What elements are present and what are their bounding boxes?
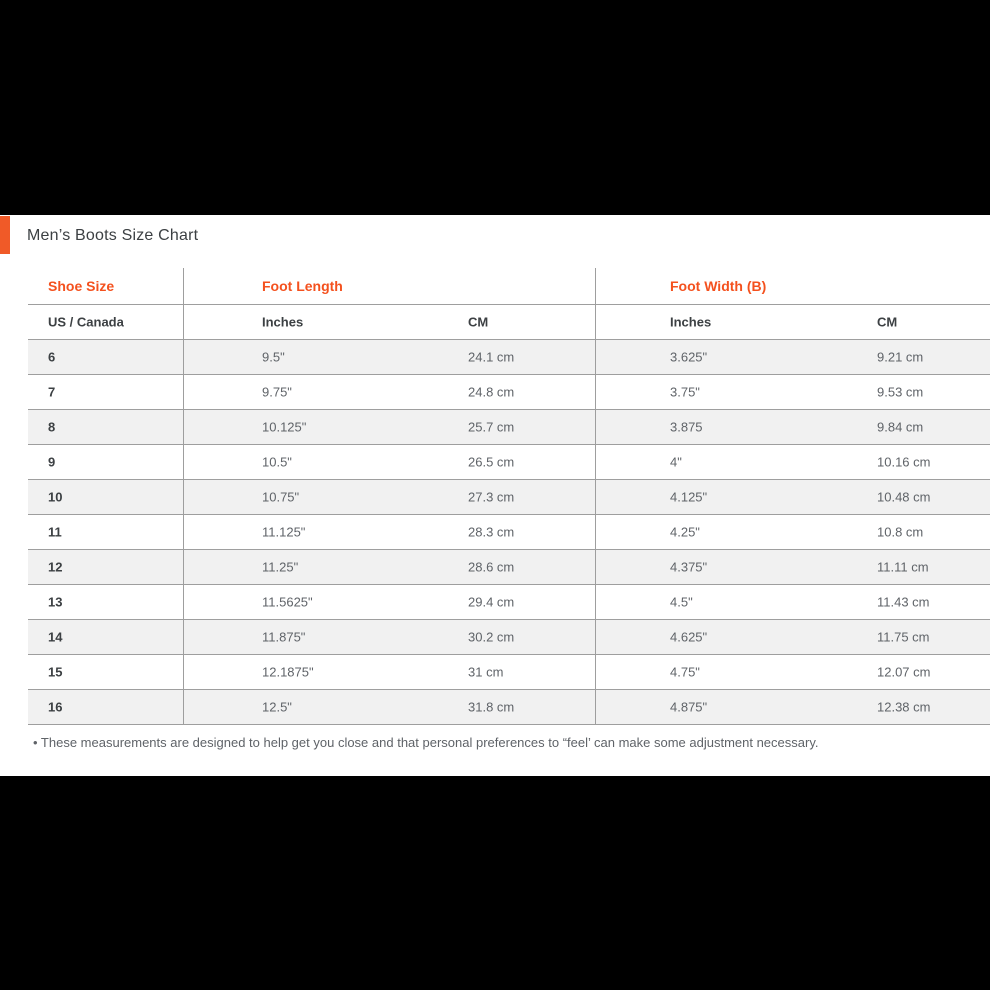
table-cell: 4.125" [670,489,708,505]
table-cell: 11.5625" [262,594,313,610]
table-row [28,375,990,410]
table-row [28,655,990,690]
table-cell: 10.48 cm [877,489,931,505]
size-chart-table [28,268,990,725]
table-cell: 16 [48,699,63,715]
table-cell: 31.8 cm [468,699,515,715]
table-cell: 29.4 cm [468,594,515,610]
table-row [28,480,990,515]
column-header: US / Canada [48,314,124,330]
column-header: CM [877,314,898,330]
table-body [28,340,990,725]
table-cell: 4.375" [670,559,708,575]
table-row [28,410,990,445]
table-cell: 11.125" [262,524,306,540]
column-divider [183,268,184,725]
table-column-header-row [28,305,990,340]
column-header: CM [468,314,489,330]
table-cell: 10.8 cm [877,524,924,540]
table-row [28,585,990,620]
table-row [28,340,990,375]
table-cell: 4.875" [670,699,708,715]
table-row [28,690,990,725]
table-row [28,445,990,480]
table-cell: 30.2 cm [468,629,515,645]
table-cell: 4.25" [670,524,700,540]
table-cell: 13 [48,594,63,610]
table-cell: 4.625" [670,629,708,645]
table-cell: 12 [48,559,63,575]
table-cell: 4.5" [670,594,693,610]
table-cell: 14 [48,629,63,645]
table-cell: 25.7 cm [468,419,515,435]
table-cell: 10 [48,489,63,505]
table-cell: 4.75" [670,664,700,680]
table-cell: 26.5 cm [468,454,515,470]
table-cell: 12.1875" [262,664,314,680]
table-row [28,620,990,655]
table-cell: 6 [48,349,56,365]
footnote: • These measurements are designed to help get you close and that personal preferences to “feel’ can make some adjustment necessary. [33,735,819,750]
table-row [28,515,990,550]
table-cell: 11.11 cm [877,559,929,575]
table-cell: 11.875" [262,629,306,645]
table-cell: 12.5" [262,699,292,715]
table-cell: 9.84 cm [877,419,924,435]
table-cell: 9.75" [262,384,292,400]
table-cell: 12.07 cm [877,664,931,680]
accent-bar [0,216,10,254]
table-cell: 11.43 cm [877,594,930,610]
table-cell: 9.53 cm [877,384,924,400]
group-header-foot-width: Foot Width (B) [670,278,767,294]
table-cell: 9.21 cm [877,349,924,365]
table-cell: 27.3 cm [468,489,515,505]
column-header: Inches [262,314,304,330]
table-cell: 11.75 cm [877,629,930,645]
table-cell: 4" [670,454,682,470]
size-chart-panel [0,215,990,776]
table-cell: 15 [48,664,63,680]
table-cell: 10.75" [262,489,300,505]
table-cell: 10.5" [262,454,292,470]
table-cell: 24.8 cm [468,384,515,400]
table-cell: 3.75" [670,384,700,400]
table-row [28,550,990,585]
table-cell: 8 [48,419,56,435]
table-cell: 9.5" [262,349,285,365]
table-cell: 10.16 cm [877,454,931,470]
table-cell: 24.1 cm [468,349,515,365]
table-cell: 12.38 cm [877,699,931,715]
table-group-header-row [28,268,990,305]
table-cell: 28.3 cm [468,524,515,540]
table-cell: 3.625" [670,349,708,365]
group-header-shoe-size: Shoe Size [48,278,115,294]
table-cell: 3.875 [670,419,703,435]
page-title: Men’s Boots Size Chart [27,227,199,244]
table-cell: 31 cm [468,664,504,680]
column-header: Inches [670,314,712,330]
table-cell: 11.25" [262,559,299,575]
table-cell: 11 [48,524,62,540]
group-header-foot-length: Foot Length [262,278,343,294]
table-cell: 9 [48,454,56,470]
column-divider [595,268,596,725]
table-cell: 10.125" [262,419,307,435]
table-cell: 28.6 cm [468,559,515,575]
table-cell: 7 [48,384,56,400]
